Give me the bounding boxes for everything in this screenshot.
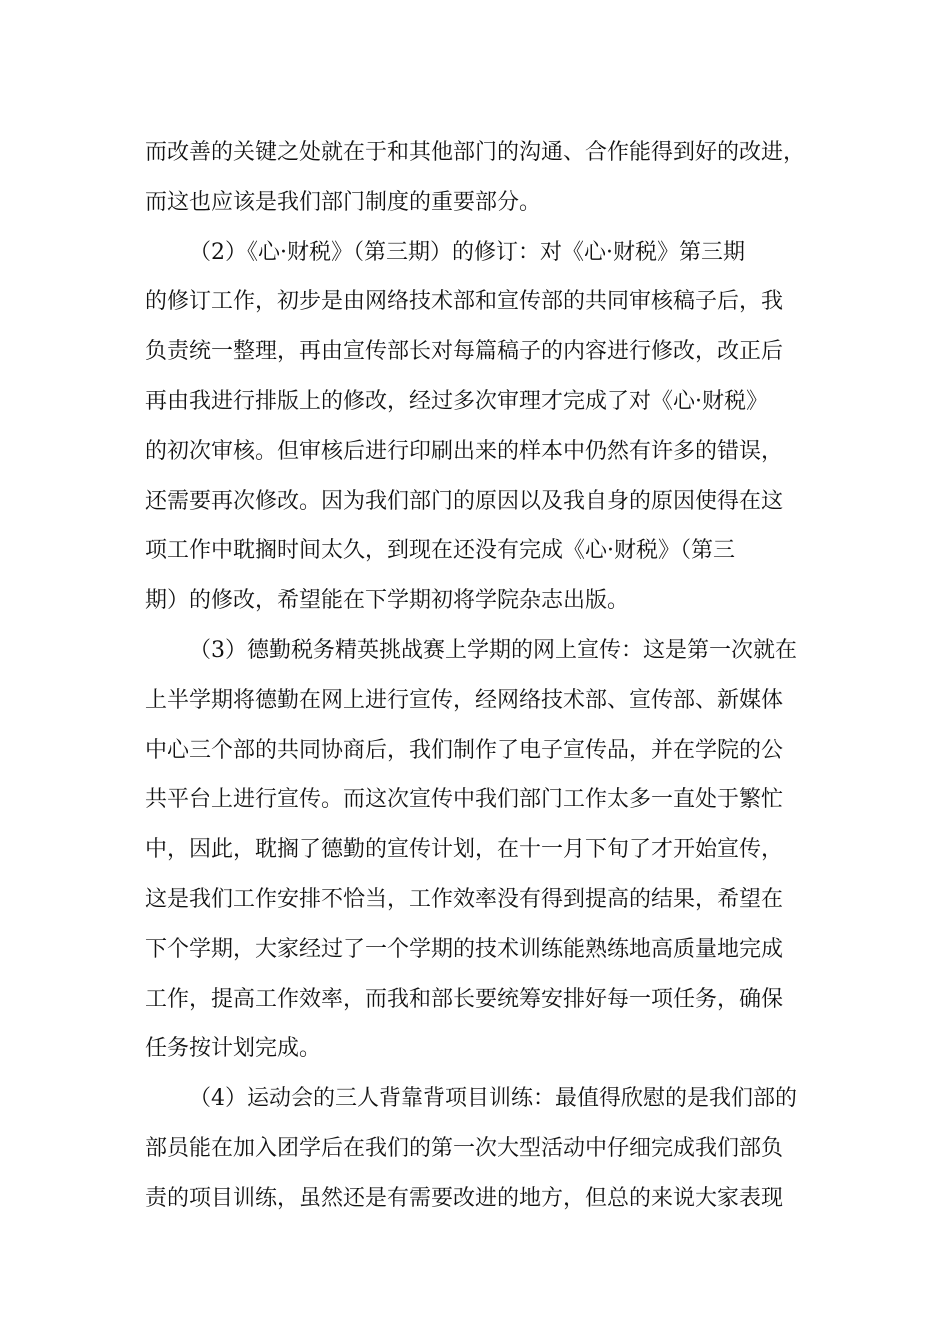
text-line: 工作，提高工作效率，而我和部长要统筹安排好每一项任务，确保 bbox=[145, 986, 784, 1012]
text-line: 的修订工作，初步是由网络技术部和宣传部的共同审核稿子后，我 bbox=[145, 289, 784, 315]
text-line: （2）《心·财税》（第三期）的修订：对《心·财税》第三期 bbox=[189, 239, 745, 265]
text-line: 期）的修改，希望能在下学期初将学院杂志出版。 bbox=[145, 588, 630, 614]
text-line: 项工作中耽搁时间太久，到现在还没有完成《心·财税》（第三 bbox=[145, 538, 735, 564]
text-line: 中，因此，耽搁了德勤的宣传计划，在十一月下旬了才开始宣传， bbox=[145, 837, 784, 863]
text-line: 任务按计划完成。 bbox=[145, 1036, 322, 1062]
text-line: 再由我进行排版上的修改，经过多次审理才完成了对《心·财税》 bbox=[145, 388, 768, 414]
document-body bbox=[145, 128, 825, 1224]
text-line: （4）运动会的三人背靠背项目训练：最值得欣慰的是我们部的 bbox=[189, 1086, 797, 1112]
text-line: 的初次审核。但审核后进行印刷出来的样本中仍然有许多的错误， bbox=[145, 438, 784, 464]
text-line: 而改善的关键之处就在于和其他部门的沟通、合作能得到好的改进， bbox=[145, 140, 806, 165]
text-line: 共平台上进行宣传。而这次宣传中我们部门工作太多一直处于繁忙 bbox=[145, 787, 784, 813]
text-line: （3）德勤税务精英挑战赛上学期的网上宣传：这是第一次就在 bbox=[189, 637, 797, 663]
text-line: 责的项目训练，虽然还是有需要改进的地方，但总的来说大家表现 bbox=[145, 1185, 784, 1211]
text-line: 下个学期，大家经过了一个学期的技术训练能熟练地高质量地完成 bbox=[145, 936, 784, 962]
text-line: 部员能在加入团学后在我们的第一次大型活动中仔细完成我们部负 bbox=[145, 1135, 784, 1161]
text-line: 中心三个部的共同协商后，我们制作了电子宣传品，并在学院的公 bbox=[145, 737, 784, 763]
text-line: 负责统一整理，再由宣传部长对每篇稿子的内容进行修改，改正后 bbox=[145, 339, 784, 365]
text-line: 还需要再次修改。因为我们部门的原因以及我自身的原因使得在这 bbox=[145, 488, 784, 514]
text-line: 上半学期将德勤在网上进行宣传，经网络技术部、宣传部、新媒体 bbox=[145, 687, 784, 713]
text-line: 这是我们工作安排不恰当，工作效率没有得到提高的结果，希望在 bbox=[145, 886, 784, 912]
text-line: 而这也应该是我们部门制度的重要部分。 bbox=[145, 189, 542, 215]
